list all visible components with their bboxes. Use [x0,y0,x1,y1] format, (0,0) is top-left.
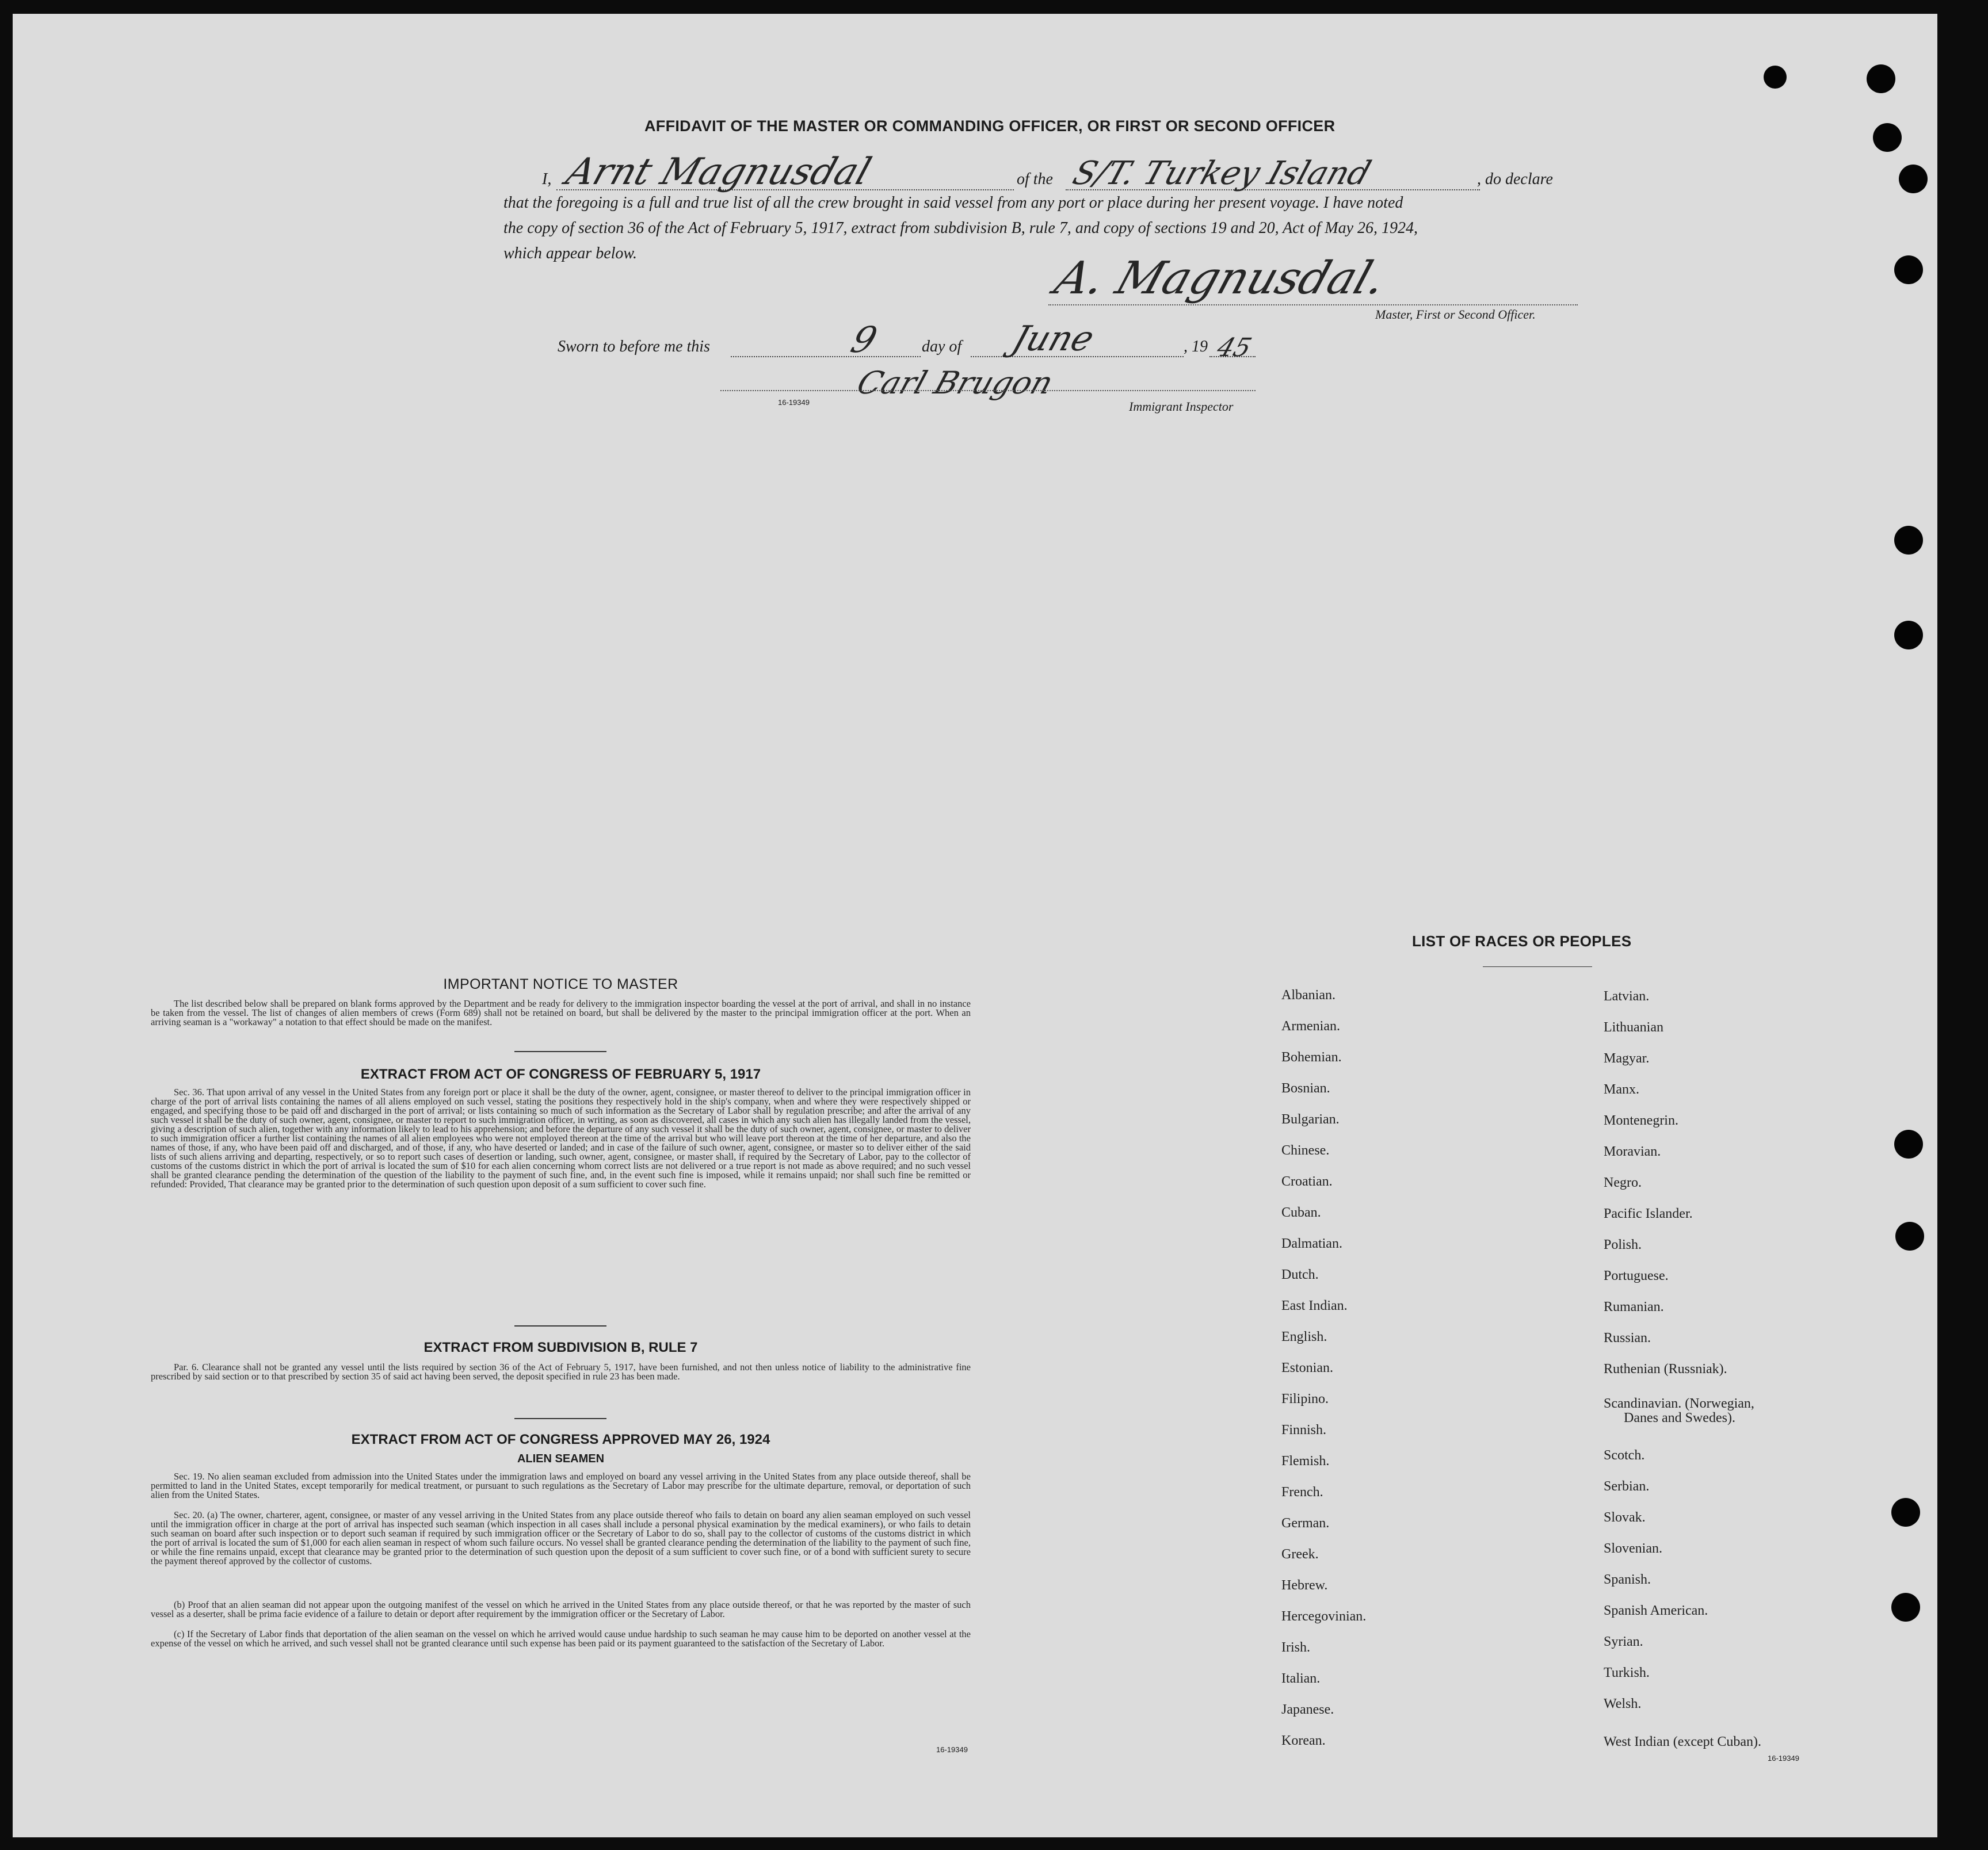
extract2-title: EXTRACT FROM SUBDIVISION B, RULE 7 [423,1340,698,1355]
sworn-label: Sworn to before me this [558,338,710,356]
inspector-line [720,390,1256,391]
punch-hole [1891,1593,1920,1622]
race-item: Turkish. [1604,1665,1650,1680]
notice-form-number: 16-19349 [936,1745,968,1754]
punch-hole [1867,64,1895,93]
divider [514,1325,606,1327]
punch-hole [1895,1222,1924,1251]
punch-hole [1891,1498,1920,1527]
race-item: Polish. [1604,1237,1642,1252]
race-item: Syrian. [1604,1634,1643,1649]
month-handwriting: June [1007,319,1100,359]
day-handwriting: 9 [846,319,883,361]
race-item: Cuban. [1281,1205,1321,1220]
punch-hole [1894,255,1923,284]
vessel-handwriting: S/T. Turkey Island [1068,155,1376,192]
race-item: East Indian. [1281,1298,1348,1313]
race-item: Chinese. [1281,1143,1330,1158]
race-item: Scandinavian. (Norwegian, [1604,1396,1754,1411]
race-item: Korean. [1281,1733,1326,1748]
race-item: Lithuanian [1604,1020,1663,1035]
race-item: Estonian. [1281,1360,1333,1375]
do-declare-label: , do declare [1477,170,1553,188]
race-item: West Indian (except Cuban). [1604,1734,1761,1749]
race-item: Greek. [1281,1547,1319,1562]
race-item: Serbian. [1604,1479,1650,1494]
race-item: Spanish. [1604,1572,1651,1587]
race-item: Hebrew. [1281,1578,1328,1593]
of-the-label: of the [1017,170,1053,188]
race-item: Armenian. [1281,1019,1340,1034]
race-item: German. [1281,1516,1330,1531]
races-form-number: 16-19349 [1768,1754,1799,1763]
divider [514,1051,606,1052]
race-item: Slovak. [1604,1510,1646,1525]
year-handwriting: 45 [1213,333,1256,362]
inspector-caption: Immigrant Inspector [1129,399,1234,414]
notice-section [151,966,971,1777]
sec20a-text: Sec. 20. (a) The owner, charterer, agent, consignee, or master of any vessel arriving in the United States from any place outside thereof who fails to detain on board any alien seaman employed on such vessel until the immigration officer in charge at the port of arrival has inspected such seaman (which inspection in all cases shall include a personal physical examination by the medical examiners), or who fails to detain such seaman on board after such inspection or to deport such seaman if required by such immigration officer or the Secretary of Labor to do so, shall pay to the collector of customs of the customs district in which the port of arrival is located the sum of $1,000 for each alien seaman in respect of whom such failure occurs. No vessel shall be granted clearance pending the determination of the liability to the payment of such fine, or while the fine remains unpaid, except that clearance may be granted prior to the determination of such question upon the deposit of a sum sufficient to cover such fine, or of a bond with sufficient surety to secure the payment thereof approved by the collector of customs. [151,1509,971,1566]
affidavit-line-4: which appear below. [503,244,638,262]
race-item: Italian. [1281,1671,1321,1686]
day-of-label: day of [922,338,962,356]
punch-hole [1899,165,1928,193]
extract1-text: Sec. 36. That upon arrival of any vessel in the United States from any foreign port or place it shall be the duty of the owner, agent, consignee, or master thereof to deliver to the principal immigration officer in charge of the port of arrival lists containing the names of all aliens employed on such vessel, stating the positions they respectively hold in the ship's company, when and where they were respectively shipped or engaged, and specifying those to be paid off and discharged in the port of arrival; or lists containing so much of such information as the Secretary of Labor shall by regulation prescribe; and after the arrival of any such vessel it shall be the duty of such owner, agent, consignee, or master to report to such immigration officer, in writing, as soon as discovered, all cases in which any such alien has illegally landed from the vessel, giving a description of such alien, together with any information likely to lead to his apprehension; and before the departure of any such vessel it shall be the duty of such owner, agent, consignee, or master to deliver to such immigration officer a further list containing the names of all alien employees who were not employed thereon at the time of the arrival but who will leave port thereon at the time of her departure, and also the names of those, if any, who have been paid off and discharged, and of those, if any, who have deserted or landed; and in case of the failure of such owner, agent, consignee, or master so to deliver either of the said lists of such aliens arriving and departing, respectively, or so to report such cases of desertion or landing, such owner, agent, consignee, or master shall, if required by the Secretary of Labor, pay to the collector of customs of the customs district in which the port of arrival is located the sum of $10 for each alien concerning whom correct lists are not delivered or a true report is not made as above required; and no such vessel shall be granted clearance pending the determination of the question of the liability to the payment of such fine, and, in the event such fine is imposed, while it remains unpaid; nor shall such fine be remitted or refunded: Provided, That clearance may be granted prior to the determination of such question upon deposit of a sum sufficient to cover such fine. [151,1087,971,1190]
affidavit-line-3: the copy of section 36 of the Act of February 5, 1917, extract from subdivision B, rule 7, and copy of sections 19 and 20, Act of May 26, 1924, [503,219,1418,237]
race-item: Welsh. [1604,1696,1642,1711]
races-title: LIST OF RACES OR PEOPLES [1412,932,1632,950]
punch-hole [1894,526,1923,555]
race-item: Filipino. [1281,1392,1329,1406]
i-label: I, [542,170,552,188]
races-divider [1483,966,1592,967]
affidavit-form-number: 16-19349 [778,398,810,407]
race-item: English. [1281,1329,1327,1344]
race-item: Dalmatian. [1281,1236,1342,1251]
master-name-handwriting: Arnt Magnusdal [560,151,876,193]
race-item: Latvian. [1604,989,1650,1004]
sec20b-text: (b) Proof that an alien seaman did not appear upon the outgoing manifest of the vessel on which he arrived in the United States from any place outside thereof, or that he was reported by the master of such vessel as a deserter, shall be prima facie evidence of a failure to detain or deport after requirement by the immigration officer or the Secretary of Labor. [151,1599,971,1619]
race-item: French. [1281,1485,1323,1500]
extract3-subtitle: ALIEN SEAMEN [517,1453,605,1465]
signature-caption: Master, First or Second Officer. [1375,307,1536,322]
race-item: Finnish. [1281,1423,1327,1438]
race-item: Russian. [1604,1331,1651,1346]
race-item: Dutch. [1281,1267,1319,1282]
signature-line [1048,304,1578,305]
race-item: Bosnian. [1281,1081,1330,1096]
affidavit-title: AFFIDAVIT OF THE MASTER OR COMMANDING OFFICER, OR FIRST OR SECOND OFFICER [644,117,1335,135]
race-item: Rumanian. [1604,1299,1664,1314]
divider [514,1418,606,1419]
race-item: Slovenian. [1604,1541,1662,1556]
affidavit-line-2: that the foregoing is a full and true list of all the crew brought in said vessel from any port or place during her present voyage. I have noted [503,194,1403,212]
race-item: Negro. [1604,1175,1642,1190]
race-item: Pacific Islander. [1604,1206,1693,1221]
race-item: Hercegovinian. [1281,1609,1367,1624]
race-item: Scotch. [1604,1448,1645,1463]
race-item: Montenegrin. [1604,1113,1678,1128]
punch-hole [1894,621,1923,649]
race-item: Japanese. [1281,1702,1334,1717]
race-item: Albanian. [1281,988,1335,1003]
year-prefix: , 19 [1184,338,1208,356]
extract3-title: EXTRACT FROM ACT OF CONGRESS APPROVED MAY 26, 1924 [351,1432,770,1447]
race-item: Spanish American. [1604,1603,1708,1618]
race-item: Portuguese. [1604,1268,1669,1283]
sec20c-text: (c) If the Secretary of Labor finds that deportation of the alien seaman on the vessel on which he arrived would cause undue hardship to such seaman he may cause him to be deported on another vessel at the expense of the vessel on which he arrived, and such vessel shall not be granted clearance until such expense has been paid or its payment guaranteed to the satisfaction of the Secretary of Labor. [151,1629,971,1649]
inspector-signature: Carl Brugon [852,365,1058,401]
punch-hole [1894,1130,1923,1159]
race-item: Danes and Swedes). [1624,1411,1735,1425]
extract2-text: Par. 6. Clearance shall not be granted any vessel until the lists required by section 36 of the Act of February 5, 1917, have been furnished, and not then unless notice of liability to the administrative fine prescribed by said section or to that prescribed by section 35 of said act having been served, the deposit specified in rule 23 has been made. [151,1362,971,1382]
race-item: Manx. [1604,1082,1639,1097]
notice-text: The list described below shall be prepared on blank forms approved by the Department and be ready for delivery to the immigration inspector boarding the vessel at the port of arrival, and shall in no instance be taken from the vessel. The list of changes of alien members of crews (Form 689) shall not be retained on board, but shall be delivered by the master to the principal immigration officer at the port. When an arriving seaman is a "workaway" a notation to that effect should be made on the manifest. [151,998,971,1027]
race-item: Bulgarian. [1281,1112,1340,1127]
extract1-title: EXTRACT FROM ACT OF CONGRESS OF FEBRUARY 5, 1917 [360,1067,761,1082]
race-item: Moravian. [1604,1144,1661,1159]
race-item: Croatian. [1281,1174,1333,1189]
document-page [13,14,1937,1837]
race-item: Irish. [1281,1640,1310,1655]
race-item: Ruthenian (Russniak). [1604,1362,1727,1377]
punch-hole [1873,123,1902,152]
race-item: Magyar. [1604,1051,1650,1066]
master-signature: A. Magnusdal. [1048,253,1393,304]
race-item: Flemish. [1281,1454,1330,1469]
race-item: Bohemian. [1281,1050,1342,1065]
sec19-text: Sec. 19. No alien seaman excluded from admission into the United States under the immigration laws and employed on board any vessel arriving in the United States from any place outside thereof, shall be permitted to land in the United States, except temporarily for medical treatment, or pursuant to such regulations as the Secretary of Labor may prescribe for the ultimate departure, removal, or deportation of such alien from the United States. [151,1471,971,1500]
notice-title: IMPORTANT NOTICE TO MASTER [443,976,678,992]
day-line [731,356,921,357]
punch-hole [1764,66,1787,89]
